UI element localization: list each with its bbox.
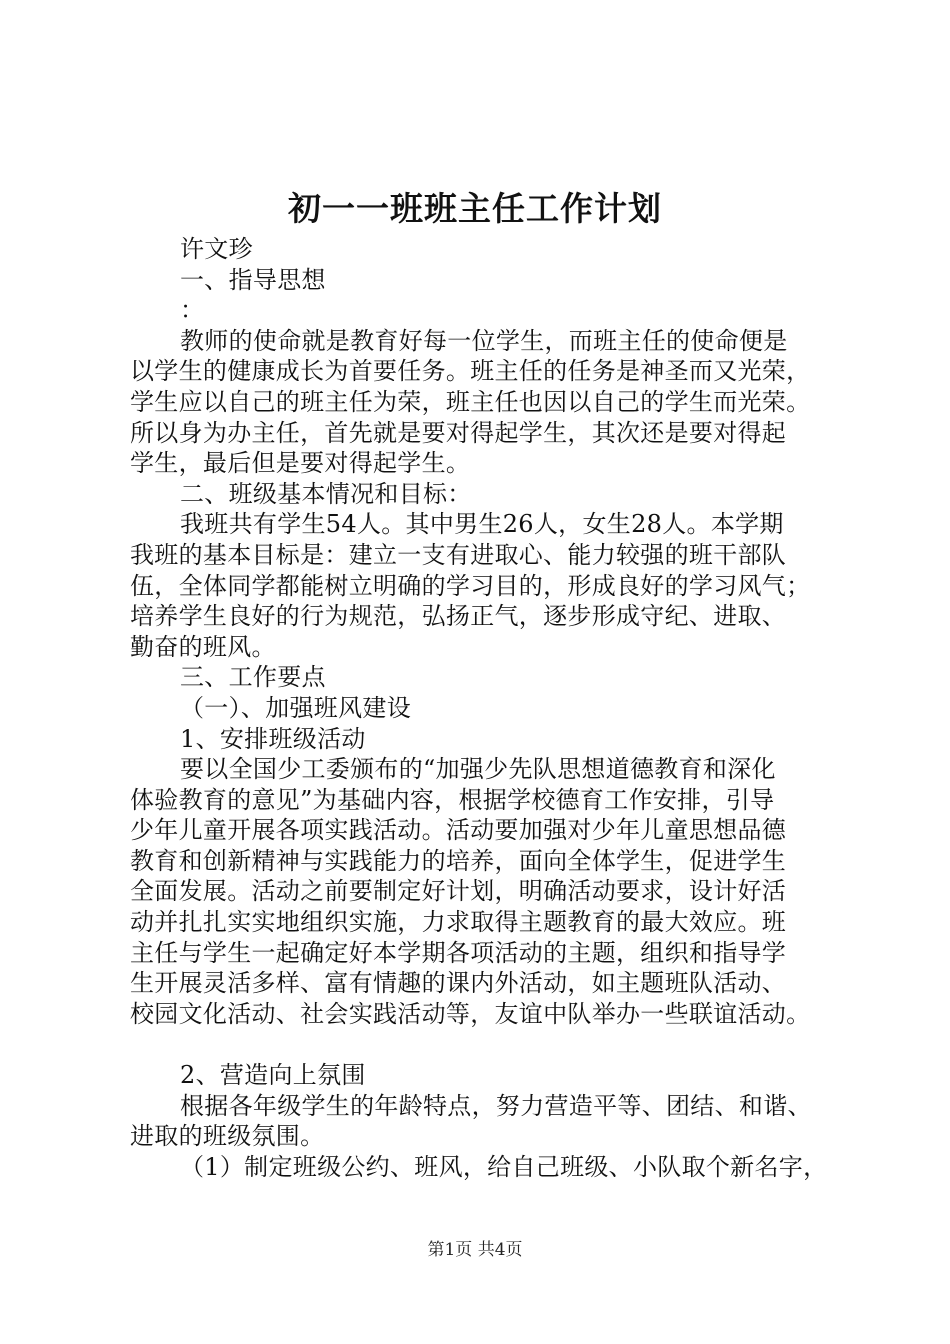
paragraph-line: 一、指导思想 — [180, 265, 326, 294]
page-footer: 第1页 共4页 — [427, 1240, 523, 1260]
document-title: 初一一班班主任工作计划 — [288, 189, 662, 228]
paragraph-line: 进取的班级氛围。 — [130, 1122, 325, 1151]
paragraph-line: 学生应以自己的班主任为荣，班主任也因以自己的学生而光荣。 — [130, 387, 811, 416]
paragraph-line: 生开展灵活多样、富有情趣的课内外活动，如主题班队活动、 — [130, 969, 787, 998]
blank-line — [130, 1029, 852, 1060]
paragraph-line: 动并扎扎实实地组织实施，力求取得主题教育的最大效应。班 — [130, 908, 787, 937]
paragraph-line: 教师的使命就是教育好每一位学生，而班主任的使命便是 — [180, 326, 788, 355]
paragraph-line: 伍，全体同学都能树立明确的学习目的，形成良好的学习风气； — [130, 571, 811, 600]
paragraph-line: 勤奋的班风。 — [130, 632, 276, 661]
paragraph-line: 全面发展。活动之前要制定好计划，明确活动要求，设计好活 — [130, 877, 787, 906]
document-body — [130, 234, 852, 1182]
paragraph-line: 2、营造向上氛围 — [180, 1061, 366, 1090]
paragraph-line: 我班的基本目标是：建立一支有进取心、能力较强的班干部队 — [130, 540, 787, 569]
paragraph-line: 学生，最后但是要对得起学生。 — [130, 449, 471, 478]
paragraph-line: 少年儿童开展各项实践活动。活动要加强对少年儿童思想品德 — [130, 816, 787, 845]
paragraph-line: 许文珍 — [180, 235, 253, 263]
paragraph-line: 要以全国少工委颁布的“加强少先队思想道德教育和深化 — [180, 755, 776, 784]
paragraph-line: 三、工作要点 — [180, 663, 326, 692]
paragraph-line: 二、班级基本情况和目标： — [180, 479, 472, 508]
paragraph-line: 校园文化活动、社会实践活动等，友谊中队举办一些联谊活动。 — [130, 999, 811, 1028]
paragraph-line: 主任与学生一起确定好本学期各项活动的主题，组织和指导学 — [130, 938, 787, 967]
paragraph-line: 体验教育的意见”为基础内容，根据学校德育工作安排，引导 — [130, 785, 775, 814]
paragraph-line: 1、安排班级活动 — [180, 724, 366, 753]
paragraph-line: ： — [180, 296, 205, 325]
paragraph-line: 以学生的健康成长为首要任务。班主任的任务是神圣而又光荣， — [130, 357, 811, 386]
paragraph-line: 培养学生良好的行为规范，弘扬正气，逐步形成守纪、进取、 — [130, 602, 787, 631]
paragraph-line: 我班共有学生54人。其中男生26人，女生28人。本学期 — [180, 510, 784, 539]
paragraph-line: （1）制定班级公约、班风，给自己班级、小队取个新名字， — [180, 1152, 828, 1181]
paragraph-line: 所以身为办主任，首先就是要对得起学生，其次还是要对得起 — [130, 418, 787, 447]
paragraph-line: 根据各年级学生的年龄特点，努力营造平等、团结、和谐、 — [180, 1091, 812, 1120]
paragraph-line: （一）、加强班风建设 — [180, 693, 411, 722]
paragraph-line: 教育和创新精神与实践能力的培养，面向全体学生，促进学生 — [130, 846, 787, 875]
